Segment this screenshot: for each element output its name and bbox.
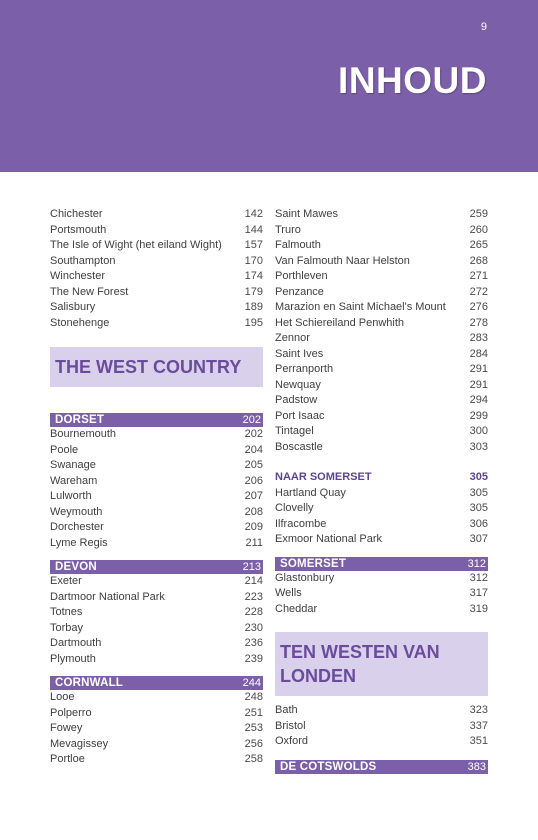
entry-name: Port Isaac: [275, 409, 325, 422]
entry-name: Saint Mawes: [275, 208, 338, 220]
section-bar-cotswolds: [275, 760, 488, 774]
toc-entry: [50, 474, 263, 490]
entry-page: 189: [244, 301, 263, 313]
toc-entry: [275, 734, 488, 750]
toc-entry: [275, 393, 488, 409]
entry-name: Dartmouth: [50, 637, 102, 649]
toc-entry: [50, 636, 263, 652]
entry-name: Truro: [275, 223, 301, 236]
entry-name: Saint Ives: [275, 347, 324, 360]
entry-page: 248: [244, 691, 263, 703]
entry-name: Dorchester: [50, 521, 104, 533]
toc-entry: [50, 721, 263, 737]
toc-entry: [275, 424, 488, 440]
entry-name: Lyme Regis: [50, 536, 108, 549]
toc-entry: [50, 690, 263, 706]
toc-entry: [275, 719, 488, 735]
toc-entry: [50, 652, 263, 668]
entry-page: 256: [244, 737, 263, 750]
entry-name: Bournemouth: [50, 428, 117, 440]
toc-entry: [275, 517, 488, 533]
entry-page: 323: [469, 704, 488, 716]
toc-entry: [50, 223, 263, 239]
entry-page: 205: [244, 459, 263, 471]
toc-entry: [275, 269, 488, 285]
toc-entry: [275, 316, 488, 332]
section-bar-cornwall: [50, 676, 263, 690]
toc-entry: [275, 409, 488, 425]
entry-name: Swanage: [50, 459, 96, 471]
toc-entry: [50, 737, 263, 753]
entry-page: 272: [469, 285, 488, 298]
entry-name: Dartmoor National Park: [50, 590, 165, 603]
region-heading-west-country: THE WEST COUNTRY: [50, 347, 263, 387]
toc-entry: [275, 362, 488, 378]
toc-entry: [275, 254, 488, 270]
entry-page: 306: [469, 517, 488, 530]
entry-name: Portloe: [50, 753, 85, 765]
header-banner: [0, 0, 538, 172]
toc-entry: [50, 458, 263, 474]
entry-name: Mevagissey: [50, 737, 109, 750]
entry-page: 305: [469, 486, 488, 499]
entry-page: 291: [469, 378, 488, 391]
entry-name: Fowey: [50, 722, 83, 734]
toc-entry: [275, 571, 488, 587]
entry-name: Torbay: [50, 621, 84, 634]
entry-page: 228: [244, 606, 263, 618]
toc-entry: [50, 590, 263, 606]
region-heading-ten-westen-van-londen: TEN WESTEN VAN LONDEN: [275, 632, 488, 696]
toc-entry: [275, 285, 488, 301]
entry-page: 265: [469, 239, 488, 251]
section-label: DE COTSWOLDS: [280, 760, 377, 773]
toc-entry: [275, 207, 488, 223]
entry-page: 211: [245, 536, 263, 549]
entry-name: Weymouth: [50, 505, 103, 518]
entry-name: Falmouth: [275, 239, 321, 251]
toc-entry: [50, 443, 263, 459]
toc-list: [50, 207, 263, 331]
section-label: DORSET: [55, 414, 105, 426]
entry-page: 207: [244, 490, 263, 502]
toc-entry: [275, 440, 488, 456]
section-bar-somerset: [275, 557, 488, 571]
entry-name: Perranporth: [275, 363, 334, 375]
entry-name: Penzance: [275, 285, 324, 298]
page-number: 9: [480, 21, 487, 33]
entry-page: 170: [244, 254, 263, 267]
section-page: 312: [467, 557, 486, 570]
section-page: 213: [242, 561, 261, 573]
entry-name: Het Schiereiland Penwhith: [275, 316, 405, 329]
entry-name: Exeter: [50, 575, 82, 587]
subhead-naar-somerset: [275, 470, 488, 486]
page-title: INHOUD: [338, 60, 487, 101]
toc-entry: [275, 586, 488, 602]
toc-entry: [50, 752, 263, 768]
entry-page: 157: [244, 239, 263, 251]
entry-page: 206: [244, 474, 263, 487]
entry-name: Chichester: [50, 208, 103, 220]
toc-entry: [275, 223, 488, 239]
section-page: 202: [242, 414, 261, 426]
entry-page: 195: [244, 316, 263, 329]
entry-name: Exmoor National Park: [275, 533, 382, 545]
toc-left-column: [50, 207, 263, 768]
entry-page: 303: [469, 440, 488, 453]
entry-name: Southampton: [50, 254, 116, 267]
toc-entry: [275, 532, 488, 548]
section-label: DEVON: [55, 561, 97, 573]
section-page: 383: [467, 760, 486, 773]
toc-entry: [275, 703, 488, 719]
toc-list: [275, 486, 488, 548]
toc-entry: [275, 602, 488, 618]
section-label: CORNWALL: [55, 677, 124, 689]
entry-name: Boscastle: [275, 440, 323, 453]
entry-name: Wareham: [50, 474, 98, 487]
section-page: 244: [242, 677, 261, 689]
entry-page: 278: [469, 316, 488, 329]
entry-page: 317: [469, 587, 488, 599]
toc-entry: [50, 300, 263, 316]
toc-entry: [50, 489, 263, 505]
entry-page: 283: [469, 332, 488, 344]
toc-list: [50, 427, 263, 551]
toc-entry: [275, 501, 488, 517]
entry-page: 271: [469, 270, 488, 282]
entry-name: Cheddar: [275, 602, 318, 615]
entry-name: Lulworth: [50, 490, 92, 502]
toc-entry: [275, 378, 488, 394]
entry-name: Stonehenge: [50, 316, 110, 329]
entry-page: 259: [469, 208, 488, 220]
entry-name: Bristol: [275, 719, 306, 732]
toc-entry: [50, 427, 263, 443]
entry-name: Hartland Quay: [275, 486, 346, 499]
entry-page: 291: [469, 363, 488, 375]
entry-page: 239: [244, 652, 263, 665]
toc-list: [50, 690, 263, 768]
toc-entry: [275, 238, 488, 254]
entry-page: 253: [244, 722, 263, 734]
subhead-page: 305: [469, 471, 488, 483]
entry-page: 260: [469, 223, 488, 236]
entry-name: Portsmouth: [50, 223, 107, 236]
entry-name: The New Forest: [50, 285, 129, 298]
section-bar-dorset: [50, 413, 263, 427]
entry-page: 299: [469, 409, 488, 422]
section-label: SOMERSET: [280, 557, 347, 570]
entry-name: Salisbury: [50, 301, 96, 313]
toc-entry: [275, 486, 488, 502]
entry-name: Van Falmouth Naar Helston: [275, 254, 410, 267]
entry-name: Porthleven: [275, 270, 328, 282]
section-bar-devon: [50, 560, 263, 574]
toc-entry: [50, 285, 263, 301]
entry-page: 223: [244, 590, 263, 603]
entry-name: Padstow: [275, 394, 318, 406]
entry-name: Newquay: [275, 378, 321, 391]
entry-page: 202: [244, 428, 263, 440]
entry-page: 276: [469, 301, 488, 313]
entry-page: 174: [244, 270, 263, 282]
entry-name: Winchester: [50, 270, 106, 282]
entry-page: 236: [244, 637, 263, 649]
entry-name: Polperro: [50, 706, 92, 719]
entry-name: Looe: [50, 691, 75, 703]
entry-page: 284: [469, 347, 488, 360]
entry-name: Plymouth: [50, 652, 96, 665]
toc-entry: [275, 300, 488, 316]
toc-list: [50, 574, 263, 667]
entry-name: Poole: [50, 443, 79, 456]
toc-entry: [50, 316, 263, 332]
entry-name: Totnes: [50, 606, 83, 618]
toc-entry: [50, 536, 263, 552]
entry-page: 214: [244, 575, 263, 587]
subhead-label: NAAR SOMERSET: [275, 471, 372, 483]
toc-list: [275, 703, 488, 750]
toc-right-column: [275, 207, 488, 774]
entry-page: 144: [244, 223, 263, 236]
entry-page: 258: [244, 753, 263, 765]
toc-entry: [50, 254, 263, 270]
entry-page: 307: [469, 533, 488, 545]
toc-entry: [275, 347, 488, 363]
entry-page: 204: [244, 443, 263, 456]
entry-page: 208: [244, 505, 263, 518]
entry-name: Bath: [275, 704, 298, 716]
entry-page: 305: [469, 502, 488, 514]
entry-name: The Isle of Wight (het eiland Wight): [50, 239, 222, 251]
entry-page: 179: [244, 285, 263, 298]
toc-entry: [50, 269, 263, 285]
toc-entry: [275, 331, 488, 347]
toc-entry: [50, 520, 263, 536]
toc-entry: [50, 706, 263, 722]
toc-list: [275, 571, 488, 618]
toc-entry: [50, 605, 263, 621]
entry-name: Clovelly: [275, 502, 314, 514]
entry-page: 268: [469, 254, 488, 267]
entry-name: Zennor: [275, 332, 310, 344]
entry-name: Tintagel: [275, 425, 314, 437]
entry-name: Glastonbury: [275, 571, 335, 584]
entry-page: 351: [469, 735, 488, 747]
entry-name: Marazion en Saint Michael's Mount: [275, 301, 446, 313]
entry-page: 209: [244, 521, 263, 533]
toc-entry: [50, 505, 263, 521]
entry-page: 319: [469, 602, 488, 615]
entry-name: Wells: [275, 587, 302, 599]
toc-entry: [50, 207, 263, 223]
toc-entry: [50, 621, 263, 637]
entry-page: 337: [469, 719, 488, 732]
toc-entry: [50, 238, 263, 254]
entry-page: 251: [244, 706, 263, 719]
toc-list: [275, 207, 488, 455]
entry-name: Oxford: [275, 735, 309, 747]
entry-page: 142: [244, 208, 263, 220]
entry-page: 294: [469, 394, 488, 406]
entry-page: 312: [469, 571, 488, 584]
entry-name: Ilfracombe: [275, 517, 327, 530]
entry-page: 230: [244, 621, 263, 634]
toc-entry: [50, 574, 263, 590]
entry-page: 300: [469, 425, 488, 437]
